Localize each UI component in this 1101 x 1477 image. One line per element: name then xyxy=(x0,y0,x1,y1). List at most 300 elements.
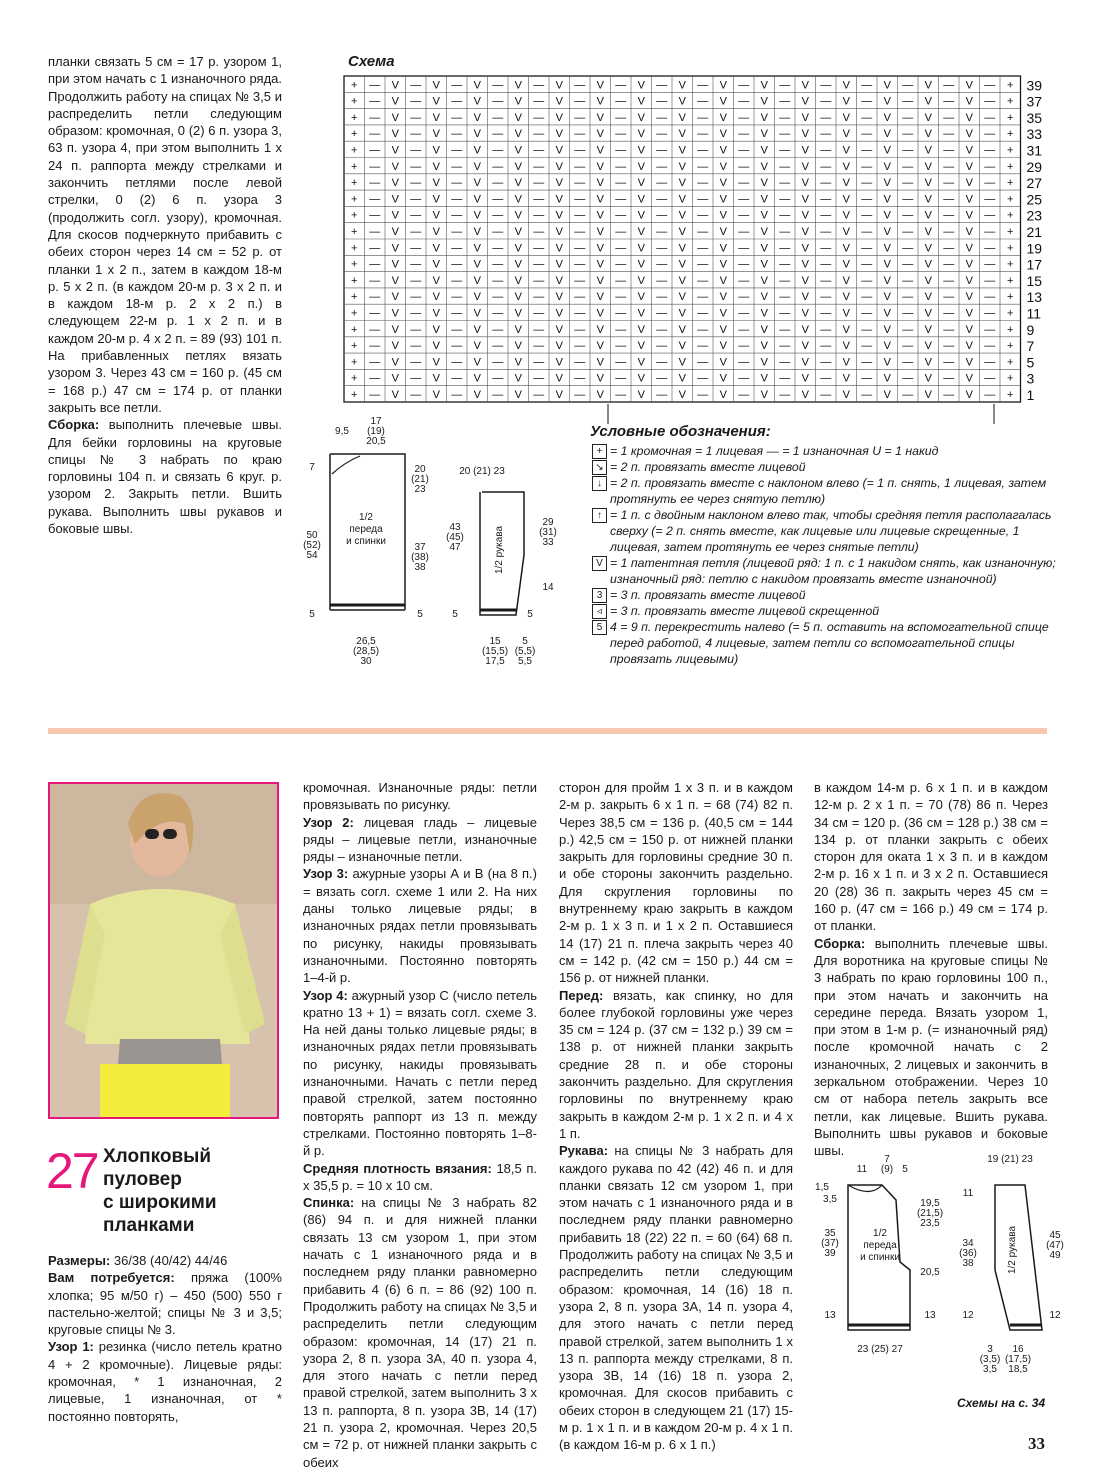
chart-cell-symbol: — xyxy=(369,258,381,271)
chart-cell-symbol: — xyxy=(615,79,627,92)
chart-cell-symbol: — xyxy=(615,307,627,320)
chart-cell-symbol: + xyxy=(351,128,358,141)
chart-cell-symbol: — xyxy=(861,307,873,320)
chart-cell-symbol: — xyxy=(902,193,914,206)
chart-cell-symbol: — xyxy=(492,242,504,255)
chart-cell-symbol: V xyxy=(473,128,481,141)
chart-cell-symbol: — xyxy=(738,307,750,320)
chart-cell-symbol: — xyxy=(943,79,955,92)
chart-cell-symbol: + xyxy=(1007,323,1014,336)
chart-cell-symbol: — xyxy=(574,177,586,190)
chart-cell-symbol: — xyxy=(697,209,709,222)
paragraph: в каждом 14-м р. 6 х 1 п. и в каждом 12-м р. 2 х 1 п. = 70 (78) 86 п. Через 34 см = 120 р. (36 см = 128 р.) 38 см = 134 р. от планки закрыть с обеих сторон для оката 1 х 3 п. и в каждом 2-м р. 16 х 1 п. и 3 х 2 п. Оставшиеся 20 (28) 36 п. закрыть через 45 см = 160 р. (47 см = 166 р.) 49 см = 174 р. от планки. xyxy=(814,780,1048,934)
chart-cell-symbol: — xyxy=(861,128,873,141)
chart-cell-symbol: — xyxy=(943,144,955,157)
chart-row-number: 5 xyxy=(1026,354,1035,371)
chart-cell-symbol: V xyxy=(801,128,809,141)
paragraph-heading: Узор 3: xyxy=(303,866,349,882)
title-line: пуловер xyxy=(103,1169,182,1190)
chart-cell-symbol: V xyxy=(596,340,604,353)
chart-cell-symbol: V xyxy=(391,193,399,206)
chart-cell-symbol: — xyxy=(738,340,750,353)
chart-cell-symbol: V xyxy=(432,144,440,157)
chart-cell-symbol: — xyxy=(902,160,914,173)
chart-cell-symbol: V xyxy=(883,274,891,287)
chart-cell-symbol: V xyxy=(596,242,604,255)
chart-cell-symbol: — xyxy=(738,209,750,222)
chart-cell-symbol: V xyxy=(719,258,727,271)
chart-cell-symbol: V xyxy=(678,177,686,190)
chart-cell-symbol: — xyxy=(410,160,422,173)
legend-symbol-icon: 3 xyxy=(592,588,607,603)
chart-cell-symbol: — xyxy=(820,111,832,124)
chart-cell-symbol: — xyxy=(984,160,996,173)
chart-cell-symbol: V xyxy=(391,177,399,190)
chart-cell-symbol: V xyxy=(637,209,645,222)
chart-cell-symbol: V xyxy=(391,356,399,369)
chart-cell-symbol: — xyxy=(451,95,463,108)
chart-cell-symbol: — xyxy=(861,274,873,287)
chart-cell-symbol: V xyxy=(760,389,768,401)
chart-cell-symbol: — xyxy=(451,291,463,304)
schematic-label: 7 xyxy=(309,462,315,473)
chart-cell-symbol: V xyxy=(801,209,809,222)
chart-cell-symbol: + xyxy=(1007,274,1014,287)
chart-cell-symbol: V xyxy=(596,389,604,401)
chart-cell-symbol: V xyxy=(637,242,645,255)
chart-cell-symbol: V xyxy=(760,209,768,222)
chart-cell-symbol: V xyxy=(637,258,645,271)
chart-cell-symbol: V xyxy=(555,274,563,287)
chart-cell-symbol: V xyxy=(883,79,891,92)
schematic-label: переда xyxy=(349,524,383,535)
chart-cell-symbol: — xyxy=(902,177,914,190)
chart-cell-symbol: V xyxy=(473,356,481,369)
divider-bar xyxy=(48,728,1047,734)
chart-cell-symbol: V xyxy=(801,307,809,320)
chart-cell-symbol: — xyxy=(861,193,873,206)
chart-cell-symbol: — xyxy=(615,160,627,173)
chart-cell-symbol: — xyxy=(656,144,668,157)
chart-cell-symbol: V xyxy=(801,193,809,206)
chart-cell-symbol: — xyxy=(574,160,586,173)
chart-cell-symbol: — xyxy=(451,226,463,238)
chart-cell-symbol: V xyxy=(432,274,440,287)
chart-cell-symbol: V xyxy=(432,291,440,304)
chart-cell-symbol: — xyxy=(656,193,668,206)
chart-cell-symbol: — xyxy=(861,144,873,157)
chart-cell-symbol: — xyxy=(656,128,668,141)
chart-cell-symbol: — xyxy=(984,177,996,190)
schematic-label: 1/2 xyxy=(873,1228,887,1239)
schematic-label: 38 xyxy=(414,562,426,573)
chart-cell-symbol: V xyxy=(637,372,645,385)
chart-cell-symbol: V xyxy=(391,111,399,124)
chart-cell-symbol: V xyxy=(965,389,973,401)
chart-cell-symbol: V xyxy=(637,226,645,238)
chart-cell-symbol: + xyxy=(351,356,358,369)
chart-cell-symbol: V xyxy=(637,177,645,190)
chart-cell-symbol: V xyxy=(842,274,850,287)
legend xyxy=(590,424,1060,667)
chart-cell-symbol: — xyxy=(492,274,504,287)
page-number: 33 xyxy=(1028,1434,1045,1453)
schematic-label: 29 xyxy=(542,517,554,528)
paragraph-heading: Сборка: xyxy=(814,935,866,951)
schematic-label: 20,5 xyxy=(366,436,386,447)
chart-cell-symbol: V xyxy=(391,144,399,157)
chart-cell-symbol: — xyxy=(820,258,832,271)
chart-cell-symbol: — xyxy=(656,226,668,238)
chart-cell-symbol: — xyxy=(533,389,545,401)
chart-cell-symbol: — xyxy=(902,95,914,108)
chart-cell-symbol: V xyxy=(924,95,932,108)
chart-cell-symbol: — xyxy=(820,242,832,255)
schematic-label: 35 xyxy=(824,1228,836,1239)
chart-cell-symbol: — xyxy=(369,128,381,141)
schematic-label: (28,5) xyxy=(352,646,380,657)
chart-cell-symbol: — xyxy=(697,111,709,124)
chart-cell-symbol: — xyxy=(410,372,422,385)
chart-cell-symbol: V xyxy=(514,340,522,353)
chart-cell-symbol: — xyxy=(410,144,422,157)
chart-cell-symbol: — xyxy=(943,226,955,238)
chart-cell-symbol: V xyxy=(678,372,686,385)
chart-cell-symbol: — xyxy=(779,274,791,287)
chart-cell-symbol: — xyxy=(697,258,709,271)
chart-cell-symbol: V xyxy=(965,323,973,336)
schematic-label: 5,5 xyxy=(518,656,532,667)
chart-cell-symbol: — xyxy=(574,372,586,385)
chart-cell-symbol: V xyxy=(760,95,768,108)
chart-cell-symbol: + xyxy=(351,160,358,173)
chart-cell-symbol: — xyxy=(492,144,504,157)
chart-row-number: 17 xyxy=(1026,256,1043,273)
chart-cell-symbol: + xyxy=(1007,128,1014,141)
chart-cell-symbol: V xyxy=(842,95,850,108)
chart-cell-symbol: — xyxy=(697,274,709,287)
chart-cell-symbol: — xyxy=(615,177,627,190)
chart-cell-symbol: — xyxy=(492,226,504,238)
chart-cell-symbol: — xyxy=(615,128,627,141)
schematic-label: 11 xyxy=(856,1164,868,1175)
schematic-label: 11 xyxy=(962,1188,974,1199)
chart-cell-symbol: — xyxy=(656,307,668,320)
chart-cell-symbol: V xyxy=(883,323,891,336)
chart-cell-symbol: V xyxy=(719,177,727,190)
chart-cell-symbol: V xyxy=(473,111,481,124)
chart-cell-symbol: V xyxy=(842,242,850,255)
chart-cell-symbol: — xyxy=(738,389,750,401)
chart-cell-symbol: V xyxy=(801,144,809,157)
chart-cell-symbol: — xyxy=(738,144,750,157)
chart-cell-symbol: V xyxy=(473,193,481,206)
chart-cell-symbol: V xyxy=(596,193,604,206)
chart-cell-symbol: V xyxy=(924,177,932,190)
chart-cell-symbol: V xyxy=(514,356,522,369)
chart-cell-symbol: — xyxy=(779,389,791,401)
paragraph: Вам потребуется: пряжа (100% хлопка; 95 м/50 г) – 450 (500) 550 г пастельно-желтой; спицы № 3 и 3,5; круговые спицы № 3. xyxy=(48,1270,282,1338)
chart-cell-symbol: V xyxy=(637,111,645,124)
chart-cell-symbol: — xyxy=(861,111,873,124)
chart-cell-symbol: — xyxy=(656,274,668,287)
chart-cell-symbol: — xyxy=(574,193,586,206)
chart-cell-symbol: + xyxy=(1007,389,1014,401)
chart-row-number: 31 xyxy=(1026,142,1043,159)
chart-cell-symbol: V xyxy=(514,258,522,271)
chart-cell-symbol: — xyxy=(943,242,955,255)
chart-cell-symbol: V xyxy=(842,323,850,336)
top-left-text xyxy=(48,53,282,537)
chart-cell-symbol: V xyxy=(924,372,932,385)
chart-cell-symbol: — xyxy=(779,226,791,238)
chart-cell-symbol: — xyxy=(533,258,545,271)
chart-cell-symbol: — xyxy=(902,389,914,401)
chart-cell-symbol: V xyxy=(965,177,973,190)
legend-text: = 2 п. провязать вместе с наклоном влево (= 1 п. снять, 1 лицевая, затем протянуть ее через снятую петлю) xyxy=(610,476,1047,506)
chart-cell-symbol: V xyxy=(842,389,850,401)
chart-cell-symbol: — xyxy=(861,340,873,353)
chart-cell-symbol: V xyxy=(637,291,645,304)
legend-symbol-icon: ↓ xyxy=(592,476,607,491)
chart-cell-symbol: V xyxy=(760,160,768,173)
chart-cell-symbol: V xyxy=(678,291,686,304)
chart-cell-symbol: — xyxy=(820,128,832,141)
chart-cell-symbol: — xyxy=(820,95,832,108)
chart-cell-symbol: V xyxy=(924,323,932,336)
chart-cell-symbol: V xyxy=(965,111,973,124)
chart-cell-symbol: V xyxy=(391,291,399,304)
chart-cell-symbol: — xyxy=(533,356,545,369)
schematic-label: 17 xyxy=(370,416,382,427)
chart-cell-symbol: — xyxy=(902,226,914,238)
chart-cell-symbol: — xyxy=(574,291,586,304)
chart-cell-symbol: V xyxy=(760,111,768,124)
chart-cell-symbol: V xyxy=(391,242,399,255)
schematic-label: 3,5 xyxy=(983,1364,997,1375)
chart-cell-symbol: V xyxy=(719,128,727,141)
chart-cell-symbol: V xyxy=(801,160,809,173)
chart-cell-symbol: — xyxy=(779,356,791,369)
chart-cell-symbol: V xyxy=(719,389,727,401)
schematic-label: 50 xyxy=(306,530,318,541)
chart-cell-symbol: V xyxy=(719,274,727,287)
chart-cell-symbol: — xyxy=(902,144,914,157)
schematic-label: 12 xyxy=(1049,1310,1061,1321)
chart-cell-symbol: V xyxy=(965,242,973,255)
article-col-4 xyxy=(814,779,1048,1160)
chart-cell-symbol: — xyxy=(779,209,791,222)
chart-cell-symbol: — xyxy=(697,372,709,385)
chart-cell-symbol: — xyxy=(615,111,627,124)
chart-cell-symbol: — xyxy=(984,356,996,369)
chart-cell-symbol: — xyxy=(451,144,463,157)
chart-cell-symbol: V xyxy=(391,160,399,173)
chart-cell-symbol: — xyxy=(574,111,586,124)
chart-cell-symbol: — xyxy=(451,340,463,353)
chart-cell-symbol: V xyxy=(924,340,932,353)
chart-cell-symbol: V xyxy=(473,79,481,92)
chart-cell-symbol: — xyxy=(533,160,545,173)
schematic-label: 9,5 xyxy=(335,426,349,437)
chart-cell-symbol: — xyxy=(902,307,914,320)
chart-cell-symbol: — xyxy=(779,242,791,255)
chart-cell-symbol: — xyxy=(533,323,545,336)
chart-cell-symbol: — xyxy=(820,291,832,304)
chart-cell-symbol: — xyxy=(984,193,996,206)
chart-row-number: 33 xyxy=(1026,126,1043,143)
schematic-label: 23,5 xyxy=(920,1218,940,1229)
paragraph: Размеры: 36/38 (40/42) 44/46 xyxy=(48,1253,228,1268)
chart-cell-symbol: — xyxy=(533,242,545,255)
chart-cell-symbol: V xyxy=(965,258,973,271)
chart-cell-symbol: — xyxy=(943,372,955,385)
chart-cell-symbol: + xyxy=(1007,356,1014,369)
schematic-label: 12 xyxy=(962,1310,974,1321)
chart-cell-symbol: — xyxy=(533,79,545,92)
chart-cell-symbol: V xyxy=(555,79,563,92)
article-col-3 xyxy=(559,779,793,1454)
chart-cell-symbol: — xyxy=(984,111,996,124)
chart-cell-symbol: — xyxy=(615,291,627,304)
chart-row-number: 35 xyxy=(1026,109,1043,126)
chart-cell-symbol: — xyxy=(861,356,873,369)
chart-row-number: 27 xyxy=(1026,175,1043,192)
chart-cell-symbol: V xyxy=(514,111,522,124)
chart-cell-symbol: V xyxy=(514,274,522,287)
chart-cell-symbol: V xyxy=(391,340,399,353)
chart-cell-symbol: V xyxy=(678,209,686,222)
chart-cell-symbol: V xyxy=(842,79,850,92)
chart-cell-symbol: V xyxy=(678,128,686,141)
chart-cell-symbol: V xyxy=(432,307,440,320)
chart-cell-symbol: — xyxy=(697,79,709,92)
chart-title: Схема xyxy=(348,53,395,70)
legend-symbol-icon: 5 xyxy=(592,620,607,635)
chart-cell-symbol: — xyxy=(574,242,586,255)
chart-row-number: 7 xyxy=(1026,338,1035,355)
chart-cell-symbol: V xyxy=(678,193,686,206)
schematic-label: 5 xyxy=(527,609,533,620)
schematic-label: 33 xyxy=(542,537,554,548)
chart-cell-symbol: V xyxy=(924,274,932,287)
chart-cell-symbol: V xyxy=(473,372,481,385)
paragraph-heading: Узор 4: xyxy=(303,987,348,1003)
chart-cell-symbol: V xyxy=(514,95,522,108)
chart-cell-symbol: V xyxy=(637,340,645,353)
chart-cell-symbol: — xyxy=(574,128,586,141)
schematic-label: 23 (25) 27 xyxy=(857,1344,903,1355)
chart-cell-symbol: — xyxy=(410,226,422,238)
chart-cell-symbol: — xyxy=(943,95,955,108)
project-title xyxy=(103,1145,217,1237)
chart-cell-symbol: V xyxy=(760,258,768,271)
chart-cell-symbol: V xyxy=(432,372,440,385)
chart-cell-symbol: V xyxy=(760,242,768,255)
chart-cell-symbol: — xyxy=(451,389,463,401)
chart-cell-symbol: V xyxy=(883,340,891,353)
chart-cell-symbol: — xyxy=(779,160,791,173)
chart-cell-symbol: V xyxy=(432,95,440,108)
chart-cell-symbol: — xyxy=(943,307,955,320)
schematic-label: 20 (21) 23 xyxy=(459,466,505,477)
chart-cell-symbol: — xyxy=(861,226,873,238)
chart-cell-symbol: V xyxy=(719,111,727,124)
paragraph: Сборка: выполнить плечевые швы. Для бейки горловины на круговые спицы № 3 набрать по краю горловины 104 п. и связать 6 круг. р. узором 2. Закрыть петли. Вшить рукава. Выполнить швы рукавов и боковые швы. xyxy=(48,417,282,537)
chart-cell-symbol: V xyxy=(965,274,973,287)
chart-cell-symbol: + xyxy=(351,307,358,320)
chart-cell-symbol: V xyxy=(842,291,850,304)
chart-cell-symbol: — xyxy=(492,291,504,304)
chart-cell-symbol: — xyxy=(861,291,873,304)
chart-cell-symbol: — xyxy=(574,323,586,336)
schematic-label: 5 xyxy=(417,609,423,620)
chart-cell-symbol: V xyxy=(432,209,440,222)
chart-cell-symbol: — xyxy=(820,372,832,385)
chart-cell-symbol: V xyxy=(555,356,563,369)
chart-cell-symbol: — xyxy=(615,340,627,353)
chart-cell-symbol: V xyxy=(801,274,809,287)
chart-cell-symbol: V xyxy=(965,193,973,206)
chart-cell-symbol: V xyxy=(596,372,604,385)
chart-cell-symbol: — xyxy=(656,258,668,271)
chart-cell-symbol: — xyxy=(369,356,381,369)
chart-cell-symbol: — xyxy=(738,291,750,304)
chart-cell-symbol: — xyxy=(943,356,955,369)
chart-cell-symbol: V xyxy=(760,128,768,141)
chart-cell-symbol: — xyxy=(656,111,668,124)
chart-cell-symbol: — xyxy=(615,356,627,369)
chart-cell-symbol: V xyxy=(801,177,809,190)
chart-cell-symbol: V xyxy=(391,389,399,401)
title-line: Хлопковый xyxy=(103,1146,212,1167)
chart-cell-symbol: — xyxy=(820,79,832,92)
schemes-reference: Схемы на с. 34 xyxy=(957,1396,1046,1410)
chart-cell-symbol: V xyxy=(473,389,481,401)
chart-cell-symbol: V xyxy=(596,177,604,190)
chart-cell-symbol: + xyxy=(1007,177,1014,190)
chart-cell-symbol: — xyxy=(451,193,463,206)
chart-cell-symbol: V xyxy=(883,160,891,173)
chart-cell-symbol: — xyxy=(697,323,709,336)
chart-cell-symbol: V xyxy=(596,128,604,141)
chart-cell-symbol: V xyxy=(555,258,563,271)
schematic-label: (38) xyxy=(411,552,429,563)
chart-cell-symbol: — xyxy=(779,193,791,206)
chart-cell-symbol: V xyxy=(596,274,604,287)
chart-cell-symbol: — xyxy=(779,340,791,353)
chart-cell-symbol: V xyxy=(391,79,399,92)
chart-cell-symbol: — xyxy=(697,95,709,108)
chart-cell-symbol: + xyxy=(351,258,358,271)
chart-cell-symbol: — xyxy=(492,111,504,124)
chart-cell-symbol: V xyxy=(432,242,440,255)
chart-cell-symbol: — xyxy=(492,160,504,173)
chart-cell-symbol: — xyxy=(533,340,545,353)
chart-cell-symbol: V xyxy=(965,144,973,157)
chart-cell-symbol: V xyxy=(760,79,768,92)
chart-cell-symbol: V xyxy=(596,160,604,173)
chart-cell-symbol: — xyxy=(410,291,422,304)
chart-cell-symbol: — xyxy=(533,177,545,190)
chart-cell-symbol: V xyxy=(719,323,727,336)
chart-cell-symbol: V xyxy=(678,307,686,320)
chart-cell-symbol: V xyxy=(555,160,563,173)
chart-cell-symbol: V xyxy=(883,111,891,124)
chart-cell-symbol: V xyxy=(801,242,809,255)
chart-cell-symbol: — xyxy=(902,372,914,385)
chart-cell-symbol: V xyxy=(678,389,686,401)
